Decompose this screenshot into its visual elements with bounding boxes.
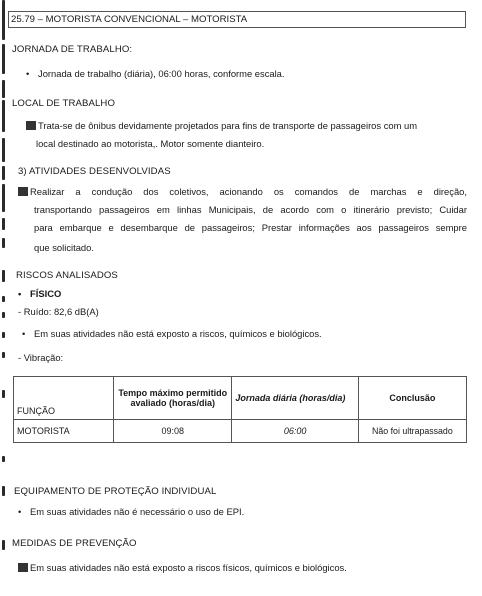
table-cell-funcao: MOTORISTA: [14, 420, 114, 443]
local-line1: [26, 120, 467, 131]
table-row: [14, 420, 467, 443]
jornada-heading: JORNADA DE TRABALHO:: [12, 44, 133, 55]
table-header-tempo: Tempo máximo permitido avaliado (horas/dia): [114, 377, 232, 420]
table-cell-jornada: 06:00: [232, 420, 358, 443]
epi-heading: EQUIPAMENTO DE PROTEÇÃO INDIVIDUAL: [14, 486, 217, 497]
riscos-heading: RISCOS ANALISADOS: [16, 270, 118, 281]
bullet-icon: •: [18, 506, 22, 517]
scan-mark-icon: [18, 187, 28, 196]
jornada-bullet-text: Jornada de trabalho (diária), 06:00 horas, conforme escala.: [38, 68, 285, 79]
scan-binding-edge: [0, 0, 10, 596]
atividades-line2: transportando passageiros em linhas Municipais, de acordo com o itinerário previsto; Cuidar: [34, 204, 467, 215]
table-cell-tempo: 09:08: [114, 420, 232, 443]
fisico-item: [18, 288, 61, 299]
table-header-conclusao: Conclusão: [358, 377, 466, 420]
scan-mark-icon: [18, 563, 28, 572]
riscos-bullet-item: [22, 328, 322, 339]
atividades-line3: para embarque e desembarque de passageiros; Prestar informações aos passageiros sempre: [34, 222, 467, 233]
table-header-row: [14, 377, 467, 420]
epi-bullet-item: [18, 506, 244, 517]
vibration-table: [13, 376, 467, 443]
local-line1-text: Trata-se de ônibus devidamente projetados para fins de transporte de passageiros com um: [38, 120, 418, 131]
epi-bullet-text: Em suas atividades não é necessário o uso de EPI.: [30, 506, 245, 517]
table-cell-conclusao: Não foi ultrapassado: [358, 420, 466, 443]
atividades-line4: que solicitado.: [34, 242, 94, 253]
bullet-icon: •: [22, 328, 26, 339]
prevencao-text: [18, 562, 347, 573]
local-heading: LOCAL DE TRABALHO: [12, 98, 116, 109]
prevencao-text-content: Em suas atividades não está exposto a riscos físicos, químicos e biológicos.: [30, 562, 347, 573]
bullet-icon: •: [18, 288, 22, 299]
atividades-line1: [18, 186, 467, 197]
table-header-funcao: FUNÇÃO: [14, 377, 114, 420]
riscos-bullet-text: Em suas atividades não está exposto a riscos, químicos e biológicos.: [34, 328, 322, 339]
scan-mark-icon: [26, 121, 36, 130]
atividades-heading: 3) ATIVIDADES DESENVOLVIDAS: [18, 166, 171, 177]
local-line2: local destinado ao motorista,. Motor somente dianteiro.: [36, 138, 265, 149]
ruido-line: - Ruído: 82,6 dB(A): [18, 306, 99, 317]
jornada-bullet-item: [26, 68, 285, 79]
fisico-label: FÍSICO: [30, 288, 62, 299]
bullet-icon: •: [26, 68, 30, 79]
atividades-line1-text: Realizar a condução dos coletivos, acionando os comandos de marchas e direção,: [30, 186, 467, 197]
prevencao-heading: MEDIDAS DE PREVENÇÃO: [12, 538, 137, 549]
section-title: 25.79 – MOTORISTA CONVENCIONAL – MOTORISTA: [8, 11, 466, 28]
vibracao-line: - Vibração:: [18, 352, 64, 363]
table-header-jornada: Jornada diária (horas/dia): [232, 377, 358, 420]
